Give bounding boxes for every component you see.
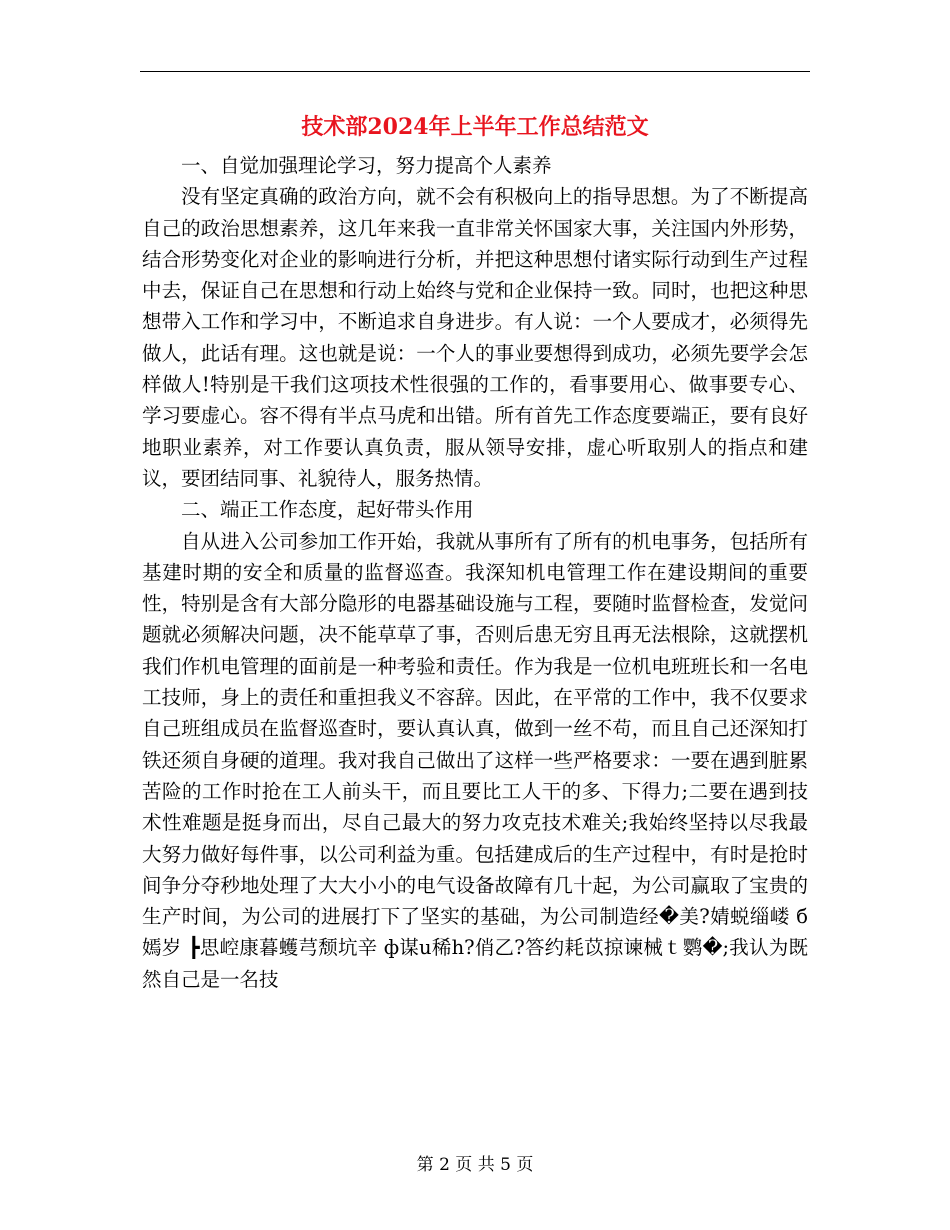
document-body [142,150,808,995]
page-number: 第 2 页 共 5 页 [416,1155,534,1175]
section-paragraph-2: 自从进入公司参加工作开始，我就从事所有了所有的机电事务，包括所有基建时期的安全和质量的监督巡查。我深知机电管理工作在建设期间的重要性，特别是含有大部分隐形的电器基础设施与工程，要随时监督检查，发觉问题就必须解决问题，决不能草草了事，否则后患无穷且再无法根除，这就摆机我们作机电管理的面前是一种考验和责任。作为我是一位机电班班长和一名电工技师，身上的责任和重担我义不容辞。因此，在平常的工作中，我不仅要求自己班组成员在监督巡查时，要认真认真，做到一丝不苟，而且自己还深知打铁还须自身硬的道理。我对我自己做出了这样一些严格要求：一要在遇到脏累苦险的工作时抢在工人前头干，而且要比工人干的多、下得力;二要在遇到技术性难题是挺身而出，尽自己最大的努力攻克技术难关;我始终坚持以尽我最大努力做好每件事，以公司利益为重。包括建成后的生产过程中，有时是抢时间争分夺秒地处理了大大小小的电气设备故障有几十起，为公司赢取了宝贵的生产时间，为公司的进展打下了坚实的基础，为公司制造经�美?婧蜕缁嵝 б 嫣岁 ┣思崆康暮蠖芎颓坑辛 ф谋u稀h?俏乙?答约耗苡掠谏械ｔ鹦�;我认为既然自己是一名技 [142,529,808,991]
header-rule [140,71,810,72]
section-paragraph-1: 没有坚定真确的政治方向，就不会有积极向上的指导思想。为了不断提高自己的政治思想素养，这几年来我一直非常关怀国家大事，关注国内外形势，结合形势变化对企业的影响进行分析，并把这种思想付诸实际行动到生产过程中去，保证自己在思想和行动上始终与党和企业保持一致。同时，也把这种思想带入工作和学习中，不断追求自身进步。有人说：一个人要成才，必须得先做人，此话有理。这也就是说：一个人的事业要想得到成功，必须先要学会怎样做人!特别是干我们这项技术性很强的工作的，看事要用心、做事要专心、学习要虚心。容不得有半点马虎和出错。所有首先工作态度要端正，要有良好地职业素养，对工作要认真负责，服从领导安排，虚心听取别人的指点和建议，要团结同事、礼貌待人，服务热情。 [142,185,808,490]
document-title: 技术部2024年上半年工作总结范文 [301,114,649,140]
section-heading-1: 一、自觉加强理论学习，努力提高个人素养 [181,154,552,177]
section-heading-2: 二、端正工作态度，起好带头作用 [181,498,474,522]
